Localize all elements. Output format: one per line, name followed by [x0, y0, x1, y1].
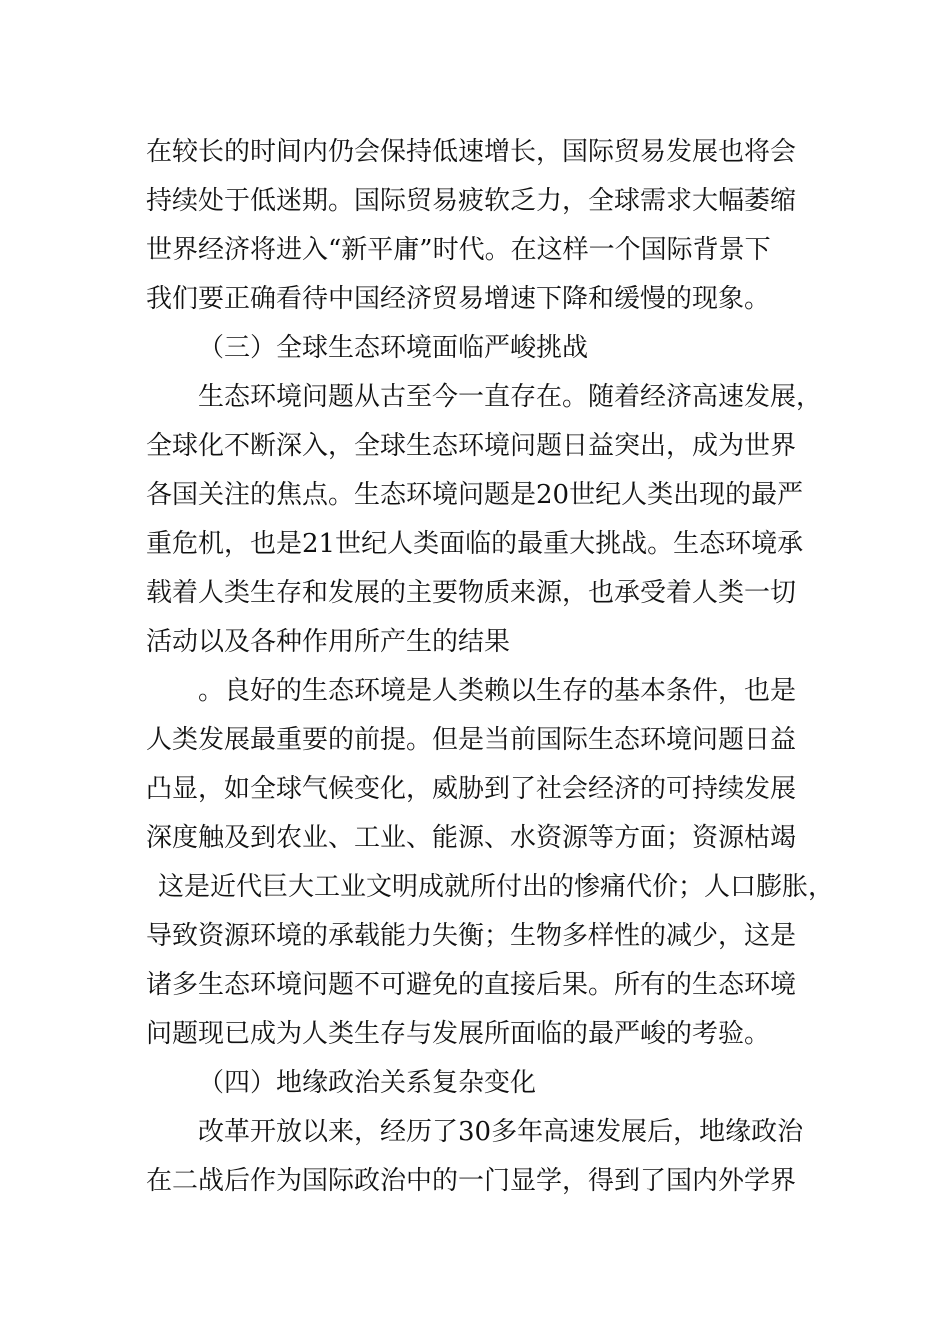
- document-body: [146, 128, 835, 1206]
- text-line: 各国关注的焦点。生态环境问题是20世纪人类出现的最严: [146, 480, 804, 510]
- section-heading-4: （四）地缘政治关系复杂变化: [198, 1068, 537, 1098]
- text-line: 持续处于低迷期。国际贸易疲软乏力，全球需求大幅萎缩: [146, 186, 797, 216]
- text-line: 世界经济将进入“新平庸”时代。在这样一个国际背景下: [146, 235, 771, 265]
- section-heading-3: （三）全球生态环境面临严峻挑战: [198, 333, 589, 363]
- text-line: 问题现已成为人类生存与发展所面临的最严峻的考验。: [146, 1019, 771, 1049]
- text-line: 深度触及到农业、工业、能源、水资源等方面；资源枯竭: [146, 823, 797, 853]
- text-line: 诸多生态环境问题不可避免的直接后果。所有的生态环境: [146, 970, 797, 1000]
- text-line: 活动以及各种作用所产生的结果: [146, 627, 511, 657]
- text-line: 在较长的时间内仍会保持低速增长，国际贸易发展也将会: [146, 137, 797, 167]
- text-line: 这是近代巨大工业文明成就所付出的惨痛代价；人口膨胀，: [158, 872, 835, 902]
- text-line: 改革开放以来，经历了30多年高速发展后，地缘政治: [198, 1117, 804, 1147]
- text-line: 重危机，也是21世纪人类面临的最重大挑战。生态环境承: [146, 529, 804, 559]
- text-line: 人类发展最重要的前提。但是当前国际生态环境问题日益: [146, 725, 797, 755]
- text-line: 全球化不断深入，全球生态环境问题日益突出，成为世界: [146, 431, 797, 461]
- text-line: 在二战后作为国际政治中的一门显学，得到了国内外学界: [146, 1166, 797, 1196]
- text-line: 载着人类生存和发展的主要物质来源，也承受着人类一切: [146, 578, 797, 608]
- text-line: 凸显，如全球气候变化，威胁到了社会经济的可持续发展: [146, 774, 797, 804]
- text-line: 生态环境问题从古至今一直存在。随着经济高速发展，: [198, 382, 823, 412]
- text-line: 导致资源环境的承载能力失衡；生物多样性的减少，这是: [146, 921, 797, 951]
- text-line: 我们要正确看待中国经济贸易增速下降和缓慢的现象。: [146, 284, 771, 314]
- text-line: 。良好的生态环境是人类赖以生存的基本条件，也是: [198, 676, 797, 706]
